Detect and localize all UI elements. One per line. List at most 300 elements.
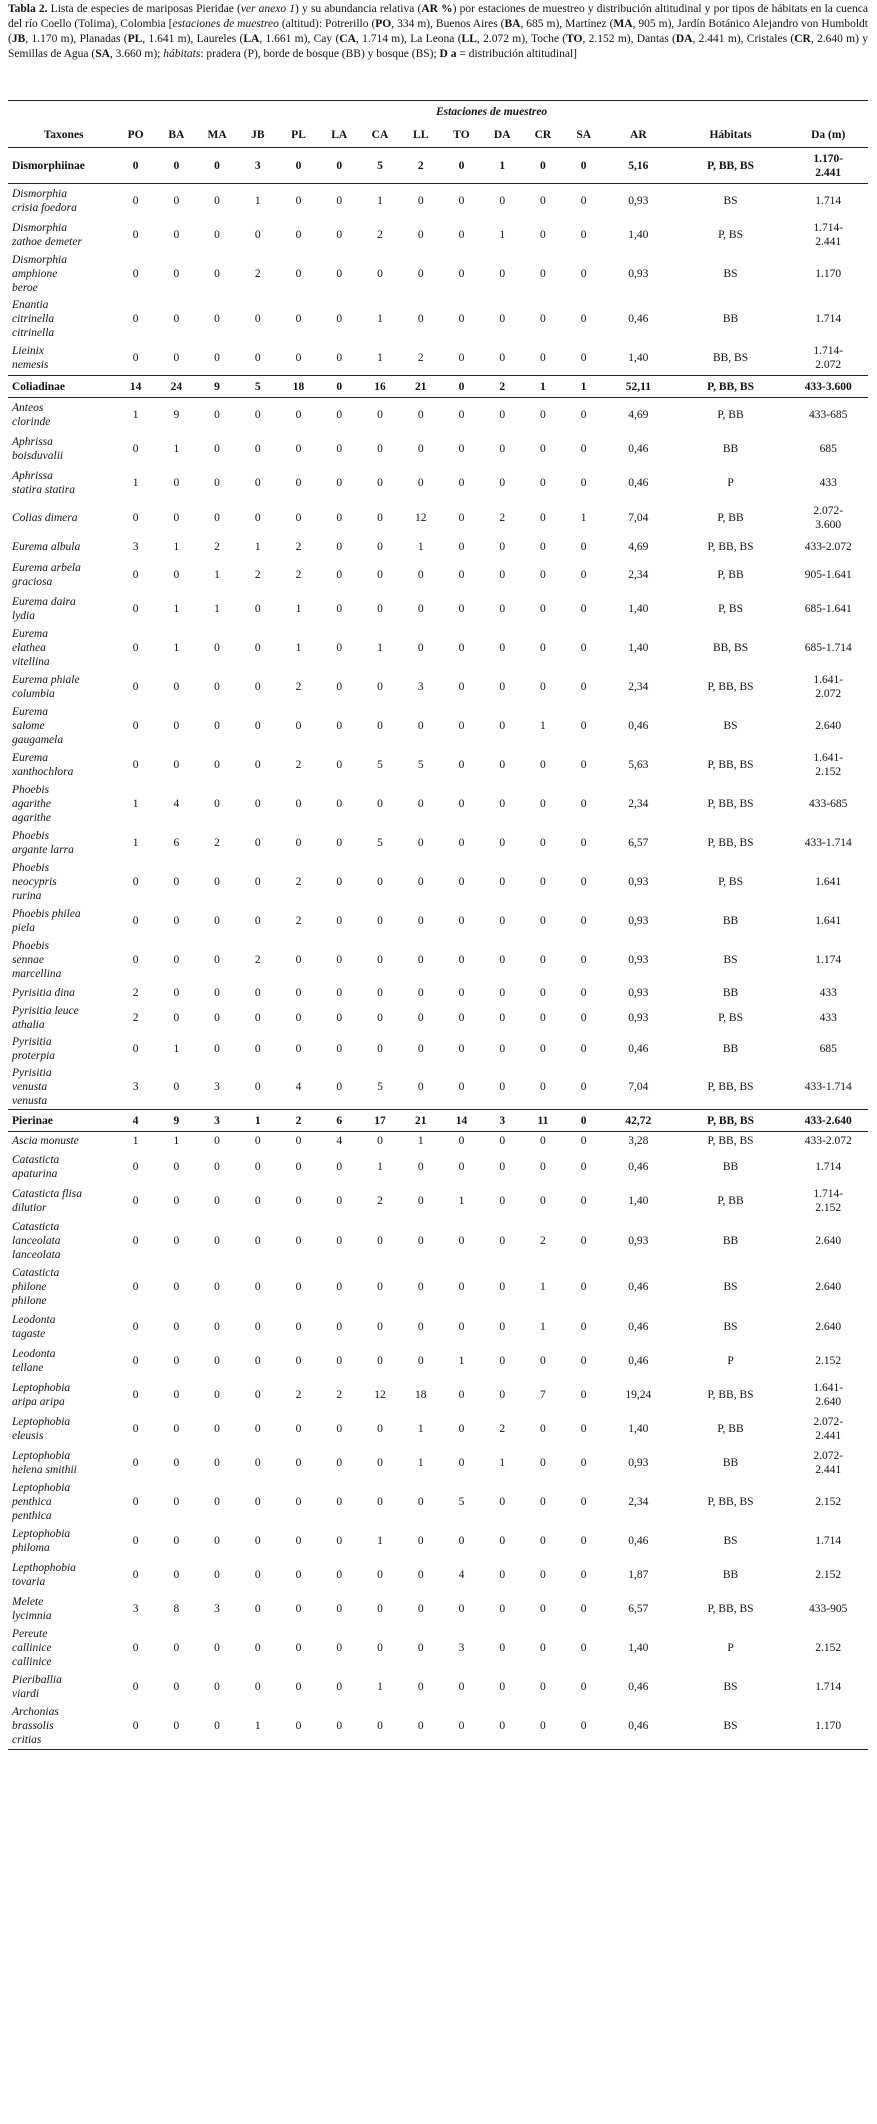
cell-h-bitats: P, BB, BS <box>673 1110 789 1132</box>
cell-ll: 0 <box>417 836 424 849</box>
species-row <box>8 466 868 500</box>
cell-cr: 0 <box>540 953 546 966</box>
cell-ca: 0 <box>377 540 383 553</box>
cell-cr: 1 <box>540 719 546 732</box>
cell-ba: 0 <box>173 1081 180 1094</box>
cell-ma: 0 <box>214 986 220 999</box>
cell-la: 0 <box>336 602 343 615</box>
cell-pl: 0 <box>295 1680 302 1693</box>
cell-ma: 0 <box>214 228 220 241</box>
cell-da-m: 1.641- 2.640 <box>813 1381 844 1408</box>
cell-sa: 0 <box>563 1704 604 1750</box>
cell-po: 0 <box>132 194 139 207</box>
cell-ca: 1 <box>377 312 383 325</box>
species-row <box>8 1344 868 1378</box>
cell-da: 0 <box>499 1680 506 1693</box>
cell-cr: 0 <box>540 875 546 888</box>
cell-ba: 0 <box>173 1160 180 1173</box>
header-col-ll: LL <box>400 123 441 148</box>
cell-to: 0 <box>458 1422 465 1435</box>
cell-da-m: 1.714 <box>815 1160 842 1173</box>
cell-la: 6 <box>319 1110 360 1132</box>
cell-da-m: 905-1.641 <box>804 568 852 581</box>
cell-ma: 0 <box>214 1011 220 1024</box>
cell-ba: 0 <box>173 1388 180 1401</box>
cell-ba: 1 <box>173 442 180 455</box>
cell-da: 0 <box>499 267 506 280</box>
header-col-da-m-: Da (m) <box>788 123 868 148</box>
cell-da-m: 1.170 <box>815 267 842 280</box>
cell-po: 0 <box>115 148 156 184</box>
taxon-name: Dismorphia amphione beroe <box>12 253 67 294</box>
cell-h-bitats: BS <box>723 1680 738 1693</box>
cell-sa: 0 <box>580 719 587 732</box>
header-col-to: TO <box>441 123 482 148</box>
subfamily-row <box>8 1110 868 1132</box>
cell-sa: 0 <box>580 986 587 999</box>
cell-jb: 2 <box>254 568 261 581</box>
cell-cr: 0 <box>540 1160 546 1173</box>
cell-ma: 0 <box>214 267 220 280</box>
cell-to: 0 <box>458 836 465 849</box>
cell-to: 0 <box>458 1011 465 1024</box>
cell-da-m: 2.640 <box>815 1320 842 1333</box>
cell-ca: 12 <box>374 1388 386 1401</box>
cell-to: 0 <box>458 1160 465 1173</box>
cell-h-bitats: BB <box>722 312 739 325</box>
cell-ar: 0,93 <box>628 875 649 888</box>
cell-po: 0 <box>132 758 139 771</box>
cell-jb: 0 <box>254 1388 261 1401</box>
cell-la: 0 <box>336 1641 343 1654</box>
header-col-la: LA <box>319 123 360 148</box>
cell-to: 0 <box>458 1042 465 1055</box>
cell-ma: 0 <box>214 1568 220 1581</box>
species-row <box>8 1310 868 1344</box>
species-row <box>8 1218 868 1264</box>
cell-cr: 0 <box>540 1011 546 1024</box>
cell-cr: 11 <box>523 1110 564 1132</box>
cell-to: 0 <box>441 376 482 398</box>
cell-cr: 0 <box>540 1456 546 1469</box>
cell-la: 0 <box>336 476 343 489</box>
cell-to: 0 <box>458 758 465 771</box>
cell-la: 0 <box>336 228 343 241</box>
cell-ll: 0 <box>417 267 424 280</box>
cell-ba: 0 <box>173 986 180 999</box>
cell-h-bitats: BB <box>722 1568 739 1581</box>
cell-po: 1 <box>132 836 139 849</box>
cell-ar: 2,34 <box>628 568 649 581</box>
cell-cr: 2 <box>540 1234 546 1247</box>
cell-la: 0 <box>336 1042 343 1055</box>
cell-ma: 0 <box>214 680 220 693</box>
cell-h-bitats: P, BS <box>718 602 743 615</box>
cell-ll: 21 <box>400 1110 441 1132</box>
cell-to: 5 <box>458 1495 465 1508</box>
cell-da-m: 2.072- 2.441 <box>813 1415 844 1442</box>
taxon-name: Eurema albula <box>12 540 81 553</box>
taxon-name: Eurema daira lydia <box>12 595 76 622</box>
taxon-name: Eurema phiale columbia <box>12 673 80 700</box>
cell-cr: 0 <box>540 442 546 455</box>
cell-ca: 0 <box>377 719 383 732</box>
cell-da: 0 <box>499 1568 506 1581</box>
cell-la: 0 <box>336 1354 343 1367</box>
cell-po: 0 <box>132 267 139 280</box>
cell-ca: 0 <box>377 1568 383 1581</box>
cell-da: 0 <box>499 875 506 888</box>
cell-h-bitats: BS <box>723 953 738 966</box>
cell-to: 0 <box>458 511 465 524</box>
cell-da: 0 <box>499 680 506 693</box>
cell-ba: 0 <box>173 194 180 207</box>
species-row <box>8 860 868 904</box>
cell-to: 1 <box>458 1354 465 1367</box>
cell-h-bitats: P, BB, BS <box>707 1495 754 1508</box>
cell-jb: 0 <box>254 352 261 365</box>
cell-ca: 0 <box>377 602 383 615</box>
cell-da: 0 <box>499 1194 506 1207</box>
cell-la: 0 <box>336 540 343 553</box>
cell-la: 4 <box>336 1134 343 1147</box>
cell-la: 0 <box>336 875 343 888</box>
cell-da-m: 433 <box>819 1011 837 1024</box>
cell-to: 0 <box>458 568 465 581</box>
cell-da-m: 433 <box>819 476 837 489</box>
taxon-name: Dismorphia crisia foedora <box>12 187 77 214</box>
cell-da: 0 <box>499 1280 506 1293</box>
cell-po: 0 <box>132 442 139 455</box>
cell-cr: 0 <box>523 148 564 184</box>
cell-la: 0 <box>336 1081 343 1094</box>
cell-ar: 2,34 <box>628 797 649 810</box>
taxon-name: Aphrissa boisduvalii <box>12 435 64 462</box>
cell-po: 3 <box>132 1081 139 1094</box>
cell-ar: 3,28 <box>628 1134 649 1147</box>
cell-jb: 0 <box>254 1320 261 1333</box>
cell-to: 0 <box>458 1320 465 1333</box>
cell-to: 0 <box>458 476 465 489</box>
cell-ma: 0 <box>214 1320 220 1333</box>
header-col-ar: AR <box>604 123 673 148</box>
cell-la: 0 <box>336 680 343 693</box>
cell-pl: 0 <box>295 1568 302 1581</box>
cell-ba: 0 <box>173 1422 180 1435</box>
cell-ba: 0 <box>173 1456 180 1469</box>
taxon-name: Eurema elathea vitellina <box>12 627 50 668</box>
cell-pl: 0 <box>295 267 302 280</box>
cell-jb: 0 <box>254 1422 261 1435</box>
cell-po: 1 <box>132 1134 139 1147</box>
cell-sa: 0 <box>580 1602 587 1615</box>
cell-ba: 0 <box>173 1568 180 1581</box>
cell-h-bitats: P <box>727 1354 734 1367</box>
cell-ba: 0 <box>173 1495 180 1508</box>
cell-ca: 0 <box>377 1495 383 1508</box>
cell-da-m: 1.641- 2.152 <box>813 751 844 778</box>
cell-la: 0 <box>336 442 343 455</box>
cell-ma: 2 <box>214 836 220 849</box>
cell-ll: 1 <box>417 1456 424 1469</box>
cell-ll: 0 <box>417 953 424 966</box>
cell-to: 0 <box>458 352 465 365</box>
cell-ll: 0 <box>417 1160 424 1173</box>
cell-ll: 0 <box>417 719 424 732</box>
cell-po: 0 <box>132 228 139 241</box>
cell-cr: 1 <box>523 376 564 398</box>
cell-ll: 0 <box>417 1011 424 1024</box>
cell-ll: 0 <box>417 1234 424 1247</box>
cell-pl: 0 <box>295 1234 302 1247</box>
cell-ca: 0 <box>377 875 383 888</box>
cell-da: 1 <box>499 228 506 241</box>
cell-sa: 0 <box>580 602 587 615</box>
cell-la: 0 <box>336 1680 343 1693</box>
cell-ba: 9 <box>173 408 180 421</box>
cell-jb: 1 <box>254 194 261 207</box>
cell-po: 1 <box>132 476 139 489</box>
cell-pl: 0 <box>295 511 302 524</box>
species-row <box>8 782 868 826</box>
taxon-name: Catasticta apaturina <box>12 1153 60 1180</box>
cell-ar: 1,40 <box>628 228 649 241</box>
cell-ba: 0 <box>173 875 180 888</box>
cell-to: 0 <box>458 1680 465 1693</box>
taxon-name: Leptophobia eleusis <box>12 1415 71 1442</box>
cell-ll: 0 <box>400 1704 441 1750</box>
cell-pl: 0 <box>295 1160 302 1173</box>
cell-h-bitats: P, BB, BS <box>707 1081 754 1094</box>
cell-pl: 0 <box>295 1354 302 1367</box>
cell-da: 3 <box>482 1110 523 1132</box>
cell-da-m: 1.174 <box>815 953 842 966</box>
species-row <box>8 1592 868 1626</box>
cell-sa: 1 <box>563 376 604 398</box>
cell-sa: 0 <box>580 1680 587 1693</box>
cell-cr: 0 <box>540 267 546 280</box>
taxon-name: Eurema arbela graciosa <box>12 561 81 588</box>
cell-ar: 0,93 <box>628 1456 649 1469</box>
cell-ca: 1 <box>377 641 383 654</box>
taxon-name: Enantia citrinella citrinella <box>12 298 55 339</box>
cell-jb: 0 <box>254 797 261 810</box>
cell-ar: 0,46 <box>628 1160 649 1173</box>
taxon-name: Lepthophobia tovaria <box>12 1561 76 1588</box>
cell-ar: 0,93 <box>628 953 649 966</box>
cell-cr: 0 <box>540 1495 546 1508</box>
cell-ar: 7,04 <box>628 1081 649 1094</box>
cell-ll: 0 <box>417 476 424 489</box>
species-row <box>8 432 868 466</box>
cell-ll: 1 <box>417 540 424 553</box>
cell-da-m: 433-905 <box>809 1602 848 1615</box>
species-row <box>8 626 868 670</box>
taxon-name: Phoebis agarithe agarithe <box>12 783 51 824</box>
cell-da: 0 <box>499 602 506 615</box>
cell-ar: 1,40 <box>628 1641 649 1654</box>
cell-ba: 0 <box>173 680 180 693</box>
species-row <box>8 342 868 376</box>
cell-pl: 0 <box>295 986 302 999</box>
cell-ll: 0 <box>417 986 424 999</box>
cell-ll: 0 <box>417 1534 424 1547</box>
cell-jb: 0 <box>254 442 261 455</box>
cell-sa: 0 <box>580 1280 587 1293</box>
cell-to: 0 <box>458 641 465 654</box>
cell-h-bitats: P, BB, BS <box>707 797 754 810</box>
cell-ar: 2,34 <box>628 680 649 693</box>
cell-cr: 7 <box>540 1388 546 1401</box>
cell-da-m: 433-2.072 <box>804 540 852 553</box>
cell-ar: 6,57 <box>628 1602 649 1615</box>
cell-ar: 0,46 <box>628 1534 649 1547</box>
cell-ba: 0 <box>173 758 180 771</box>
cell-h-bitats: BS <box>723 194 738 207</box>
cell-sa: 0 <box>580 1081 587 1094</box>
cell-ll: 21 <box>400 376 441 398</box>
cell-jb: 0 <box>254 1081 261 1094</box>
cell-to: 0 <box>458 953 465 966</box>
species-row <box>8 1004 868 1032</box>
cell-sa: 0 <box>580 1534 587 1547</box>
cell-da-m: 2.152 <box>815 1641 842 1654</box>
species-row <box>8 500 868 536</box>
cell-ba: 0 <box>173 1194 180 1207</box>
cell-da: 0 <box>499 408 506 421</box>
cell-da-m: 2.152 <box>815 1568 842 1581</box>
cell-ca: 5 <box>377 758 383 771</box>
cell-ba: 0 <box>173 1680 180 1693</box>
cell-ba: 0 <box>173 511 180 524</box>
taxon-name: Pyrisitia leuce athalia <box>12 1004 79 1031</box>
cell-da-m: 685 <box>819 1042 837 1055</box>
taxon-name: Leodonta tagaste <box>12 1313 56 1340</box>
cell-h-bitats: BB <box>722 1042 739 1055</box>
cell-da-m: 433 <box>819 986 837 999</box>
cell-ll: 1 <box>417 1422 424 1435</box>
cell-h-bitats: P <box>727 1641 734 1654</box>
header-col-ma: MA <box>197 123 238 148</box>
species-row <box>8 1150 868 1184</box>
cell-jb: 0 <box>254 602 261 615</box>
species-row <box>8 1626 868 1670</box>
cell-to: 0 <box>458 797 465 810</box>
cell-ll: 0 <box>417 797 424 810</box>
cell-ll: 0 <box>417 914 424 927</box>
cell-ar: 0,46 <box>604 1704 673 1750</box>
taxon-name: Phoebis sennae marcellina <box>12 939 62 980</box>
cell-cr: 0 <box>540 352 546 365</box>
cell-ar: 0,46 <box>628 1354 649 1367</box>
cell-h-bitats: P, BB <box>717 1194 744 1207</box>
cell-cr: 0 <box>540 914 546 927</box>
cell-jb: 0 <box>254 1194 261 1207</box>
cell-ll: 0 <box>417 1602 424 1615</box>
cell-jb: 5 <box>237 376 278 398</box>
cell-h-bitats: P, BB, BS <box>707 836 754 849</box>
cell-sa: 0 <box>580 267 587 280</box>
cell-la: 0 <box>319 1704 360 1750</box>
cell-h-bitats: BS <box>723 267 738 280</box>
cell-la: 0 <box>336 719 343 732</box>
cell-ca: 0 <box>377 408 383 421</box>
taxon-name: Eurema xanthochlora <box>12 751 74 778</box>
cell-jb: 0 <box>254 680 261 693</box>
cell-ma: 0 <box>214 641 220 654</box>
cell-da-m: 685-1.714 <box>804 641 852 654</box>
cell-sa: 0 <box>580 1456 587 1469</box>
cell-ca: 1 <box>377 1160 383 1173</box>
cell-sa: 0 <box>580 875 587 888</box>
cell-po: 0 <box>132 1568 139 1581</box>
cell-pl: 0 <box>295 312 302 325</box>
cell-pl: 2 <box>295 540 302 553</box>
cell-ma: 0 <box>214 1160 220 1173</box>
cell-h-bitats: P, BB, BS <box>707 1388 754 1401</box>
cell-ar: 0,46 <box>628 1042 649 1055</box>
cell-ba: 1 <box>173 1134 180 1147</box>
taxon-name: Eurema salome gaugamela <box>12 705 64 746</box>
cell-ma: 0 <box>214 1134 220 1147</box>
cell-pl: 2 <box>295 568 302 581</box>
header-col-h-bitats: Hábitats <box>673 123 789 148</box>
cell-ba: 1 <box>173 1042 180 1055</box>
cell-ma: 0 <box>214 476 220 489</box>
cell-da-m: 433-2.640 <box>788 1110 868 1132</box>
cell-h-bitats: P, BB, BS <box>707 1602 754 1615</box>
cell-po: 0 <box>132 1534 139 1547</box>
cell-cr: 0 <box>540 1568 546 1581</box>
cell-jb: 0 <box>254 836 261 849</box>
cell-da-m: 2.072- 3.600 <box>813 504 844 531</box>
cell-ba: 0 <box>173 228 180 241</box>
cell-ca: 16 <box>360 376 401 398</box>
taxon-name: Pyrisitia dina <box>12 986 75 999</box>
species-row <box>8 218 868 252</box>
cell-ar: 0,46 <box>628 1320 649 1333</box>
header-col-ba: BA <box>156 123 197 148</box>
cell-ba: 0 <box>156 148 197 184</box>
species-row <box>8 1412 868 1446</box>
cell-po: 0 <box>132 1388 139 1401</box>
cell-jb: 0 <box>254 986 261 999</box>
cell-ma: 1 <box>214 602 220 615</box>
cell-cr: 0 <box>540 836 546 849</box>
cell-to: 0 <box>458 540 465 553</box>
cell-po: 0 <box>132 1194 139 1207</box>
cell-ll: 0 <box>417 228 424 241</box>
cell-la: 0 <box>336 758 343 771</box>
cell-da-m: 1.714 <box>815 194 842 207</box>
cell-ma: 0 <box>214 1422 220 1435</box>
species-row <box>8 252 868 296</box>
cell-pl: 0 <box>295 1194 302 1207</box>
cell-da-m: 433-1.714 <box>804 836 852 849</box>
cell-la: 0 <box>336 1568 343 1581</box>
cell-jb: 0 <box>254 408 261 421</box>
cell-ca: 0 <box>377 1641 383 1654</box>
taxon-name: Leptophobia philoma <box>12 1527 71 1554</box>
cell-la: 0 <box>336 836 343 849</box>
cell-h-bitats: BS <box>723 1280 738 1293</box>
cell-cr: 0 <box>540 408 546 421</box>
cell-ca: 0 <box>377 442 383 455</box>
cell-po: 2 <box>132 986 139 999</box>
cell-ma: 0 <box>214 194 220 207</box>
header-col-sa: SA <box>563 123 604 148</box>
cell-sa: 0 <box>580 1422 587 1435</box>
